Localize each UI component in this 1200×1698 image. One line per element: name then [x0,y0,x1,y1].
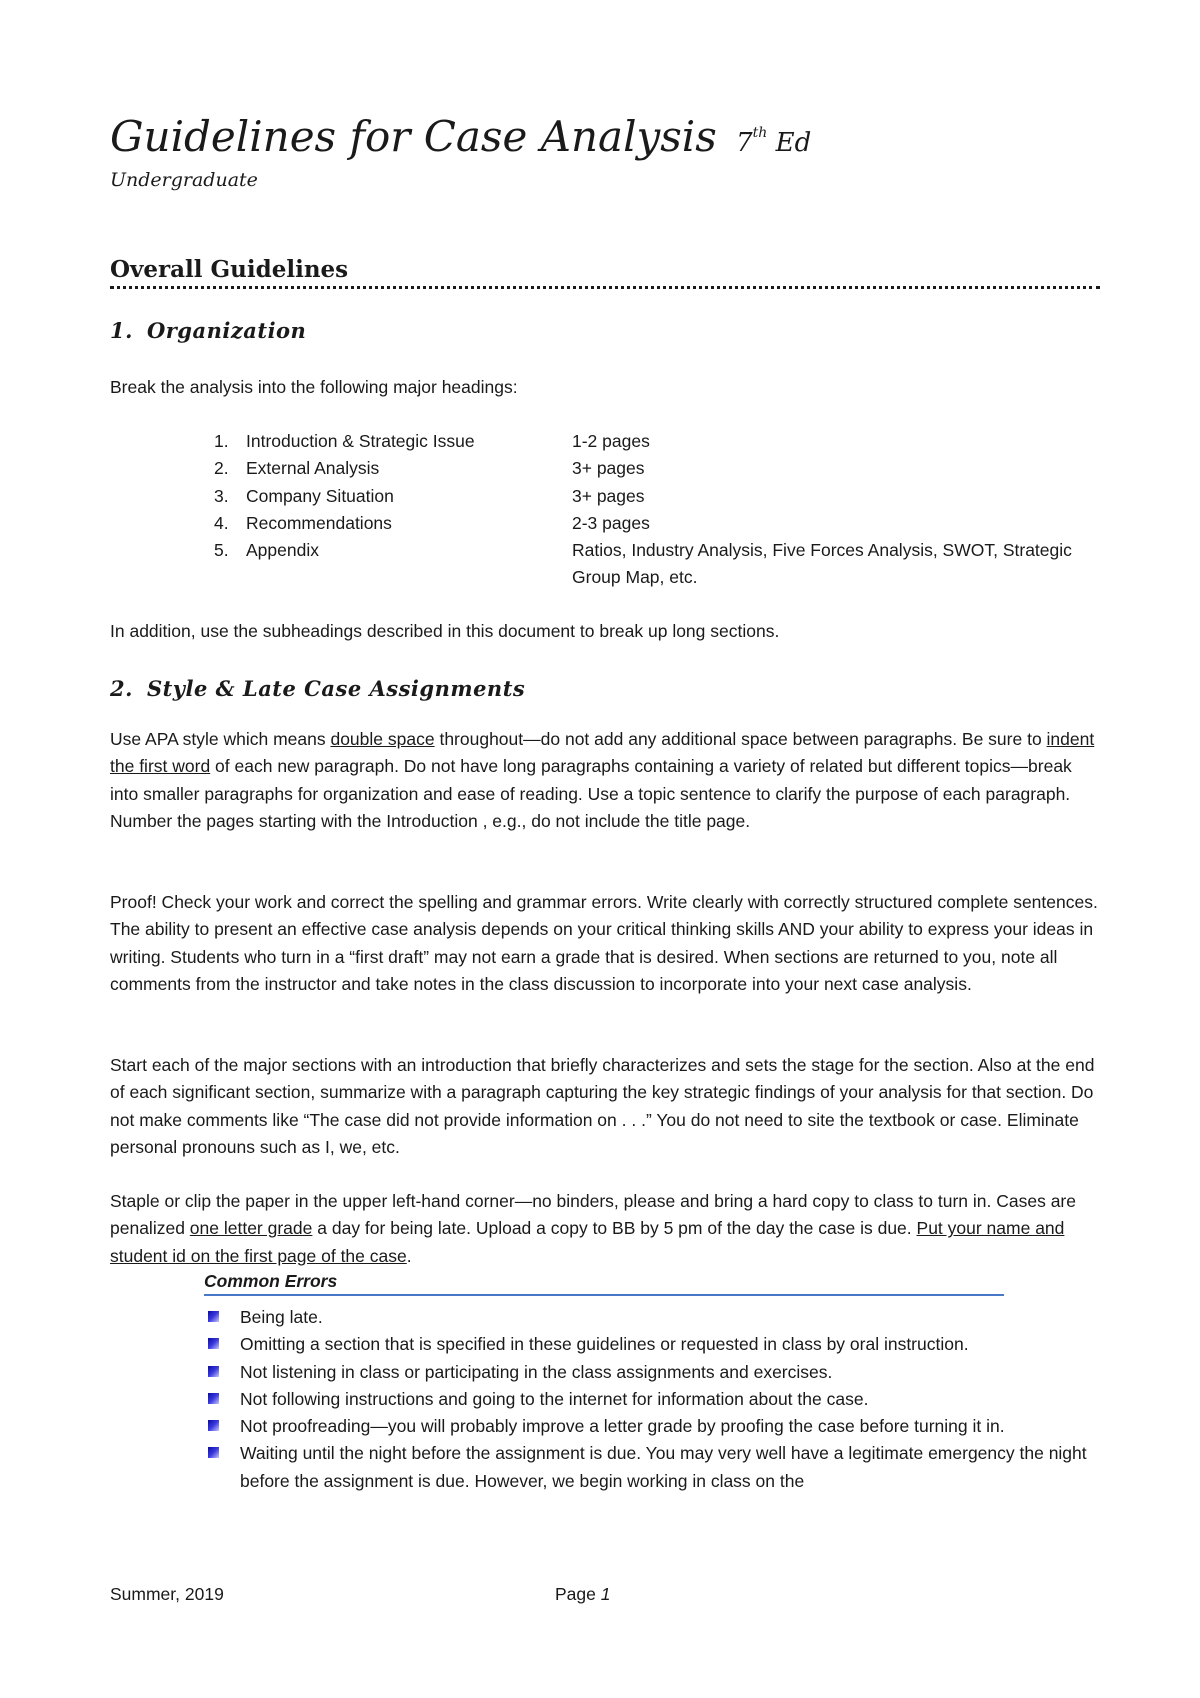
text-run: a day for being late. Upload a copy to BB by 5 pm of the day the case is due. [312,1218,917,1239]
list-item [214,510,1114,537]
item-label: Recommendations [246,512,392,533]
paragraph-apa-style [110,726,1100,835]
page-num: 1 [600,1584,611,1604]
text-run: . [406,1245,412,1266]
text-run: Staple or clip the paper in the upper left-hand corner—no binders, please and bring a hard copy to class to turn in. Cases are penalized [110,1191,1076,1239]
heading-organization [110,318,306,343]
square-bullet-icon [204,1386,240,1413]
edition-superscript: th [752,125,768,141]
list-item [204,1331,1104,1358]
organization-intro: Break the analysis into the following major headings: [110,377,518,397]
paragraph-proof: Proof! Check your work and correct the spelling and grammar errors. Write clearly with correctly structured complete sentences. The ability to present an effective case analysis depends on your critical thinking skills AND your ability to express your ideas in writing. Students who turn in a “first draft” may not earn a grade that is desired. When sections are returned to you, note all comments from the instructor and take notes in the class discussion to incorporate into your next case analysis. [110,892,1098,994]
common-errors-box [204,1271,1104,1495]
list-item [214,537,1114,592]
item-value: Ratios, Industry Analysis, Five Forces Analysis, SWOT, Strategic Group Map, etc. [572,540,1072,588]
item-number: 1. [214,431,229,451]
document-title [110,112,811,161]
square-bullet-icon [204,1331,240,1358]
error-text: Not proofreading—you will probably improve a letter grade by proofing the case before turning it in. [240,1416,1005,1437]
square-bullet-icon [204,1304,240,1331]
underlined-text: double space [330,729,435,749]
item-number: 5. [214,540,229,561]
paragraph-submission [110,1188,1100,1270]
error-text: Being late. [240,1307,323,1327]
edition-number: 7 [736,128,753,158]
square-bullet-icon [204,1440,240,1495]
item-label: Appendix [246,540,319,561]
error-text: Waiting until the night before the assignment is due. You may very well have a legitimate emergency the night before the assignment is due. However, we begin working in class on the [240,1443,1087,1491]
text-run: Use APA style which means [110,729,331,749]
item-number: 4. [214,512,229,533]
edition [736,125,812,158]
list-item [204,1386,1104,1413]
heading-text: Organization [146,318,307,343]
section-heading: Overall Guidelines [110,256,1100,289]
heading-style [110,676,525,701]
headings-list [214,428,1114,592]
list-item [204,1440,1104,1495]
error-text: Not following instructions and going to the internet for information about the case. [240,1388,869,1409]
footer-page-number [555,1584,610,1605]
list-item [214,455,1114,482]
item-value: 3+ pages [572,458,645,479]
item-value: 2-3 pages [572,512,650,533]
title-block [110,112,811,191]
item-value: 1-2 pages [572,431,650,451]
list-item [204,1413,1104,1440]
list-item [204,1304,1104,1331]
underlined-text: indent the first word [110,729,1095,777]
heading-number: 1. [110,318,133,343]
organization-outro: In addition, use the subheadings described in this document to break up long sections. [110,621,780,641]
item-label: Introduction & Strategic Issue [246,431,475,451]
underlined-text: one letter grade [189,1218,313,1239]
edition-suffix: Ed [775,128,812,158]
common-errors-list [204,1304,1104,1495]
item-number: 3. [214,485,229,506]
title-text: Guidelines for Case Analysis [110,112,717,161]
paragraph-sections: Start each of the major sections with an introduction that briefly characterizes and sets the stage for the section. Also at the end of each significant section, summarize with a paragraph capturing the key strategic findings of your analysis for that section. Do not make comments like “The case did not provide information on . . .” You do not need to site the textbook or case. Eliminate personal pronouns such as I, we, etc. [110,1055,1095,1157]
document-subtitle: Undergraduate [110,169,258,191]
underlined-text: Put your name and student id on the first page of the case [110,1218,1065,1266]
item-number: 2. [214,458,229,479]
item-label: External Analysis [246,458,380,479]
common-errors-heading: Common Errors [204,1271,1004,1296]
list-item [204,1359,1104,1386]
heading-text: Style & Late Case Assignments [146,676,526,701]
error-text: Not listening in class or participating in the class assignments and exercises. [240,1361,833,1382]
item-value: 3+ pages [572,485,645,506]
error-text: Omitting a section that is specified in these guidelines or requested in class by oral instruction. [240,1334,969,1355]
square-bullet-icon [204,1359,240,1386]
item-label: Company Situation [246,485,394,506]
text-run: of each new paragraph. Do not have long paragraphs containing a variety of related but different topics—break into smaller paragraphs for organization and ease of reading. Use a topic sentence to clarify the purpose of each paragraph. Number the pages starting with the Introduction , e.g., do not include the title page. [110,756,1072,831]
text-run: throughout—do not add any additional space between paragraphs. Be sure to [434,729,1047,749]
list-item [214,428,1114,455]
footer-term: Summer, 2019 [110,1584,224,1604]
square-bullet-icon [204,1413,240,1440]
heading-number: 2. [110,676,133,701]
list-item [214,483,1114,510]
page-label: Page [555,1584,596,1604]
